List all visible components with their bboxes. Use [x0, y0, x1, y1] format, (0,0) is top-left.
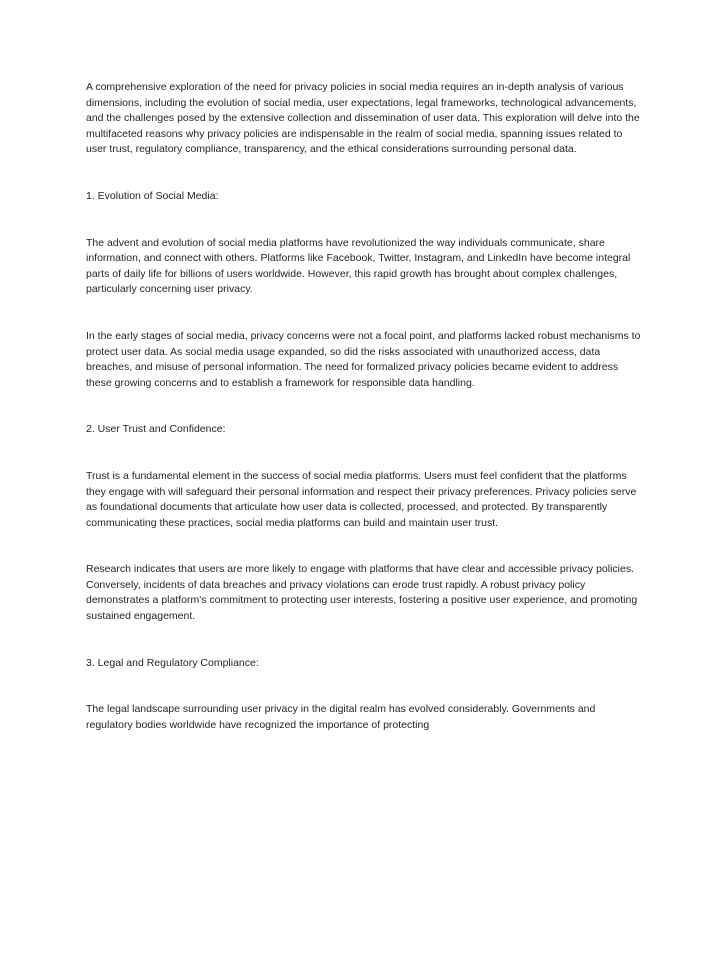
intro-paragraph: A comprehensive exploration of the need for privacy policies in social media requires an in-depth analysis of various dimensions, including the evolution of social media, user expectations, legal frameworks, technological advancements, and the challenges posed by the extensive collection and dissemination of user data. This exploration will delve into the multifaceted reasons why privacy policies are indispensable in the realm of social media, spanning issues related to user trust, regulatory compliance, transparency, and the ethical considerations surrounding personal data.	[86, 81, 640, 156]
section-heading: 3. Legal and Regulatory Compliance:	[86, 656, 259, 669]
document-body	[86, 80, 642, 733]
section-paragraph: In the early stages of social media, privacy concerns were not a focal point, and platforms lacked robust mechanisms to protect user data. As social media usage expanded, so did the risks associated with unauthorized access, data breaches, and misuse of personal information. The need for formalized privacy policies became evident to address these growing concerns and to establish a framework for responsible data handling.	[86, 329, 641, 389]
section-paragraph: The legal landscape surrounding user privacy in the digital realm has evolved considerably. Governments and regulatory bodies worldwide have recognized the importance of protecting	[86, 703, 596, 731]
section-heading: 2. User Trust and Confidence:	[86, 423, 226, 436]
section-paragraph: Trust is a fundamental element in the success of social media platforms. Users must feel confident that the platforms they engage with will safeguard their personal information and respect their privacy preferences. Privacy policies serve as foundational documents that articulate how user data is collected, processed, and protected. By transparently communicating these practices, social media platforms can build and maintain user trust.	[86, 469, 637, 529]
section-paragraph: The advent and evolution of social media platforms have revolutionized the way individuals communicate, share information, and connect with others. Platforms like Facebook, Twitter, Instagram, and LinkedIn have become integral parts of daily life for billions of users worldwide. However, this rapid growth has brought about complex challenges, particularly concerning user privacy.	[86, 236, 631, 296]
section-paragraph: Research indicates that users are more likely to engage with platforms that have clear and accessible privacy policies. Conversely, incidents of data breaches and privacy violations can erode trust rapidly. A robust privacy policy demonstrates a platform's commitment to protecting user interests, fostering a positive user experience, and promoting sustained engagement.	[86, 563, 638, 623]
section-heading: 1. Evolution of Social Media:	[86, 189, 219, 202]
